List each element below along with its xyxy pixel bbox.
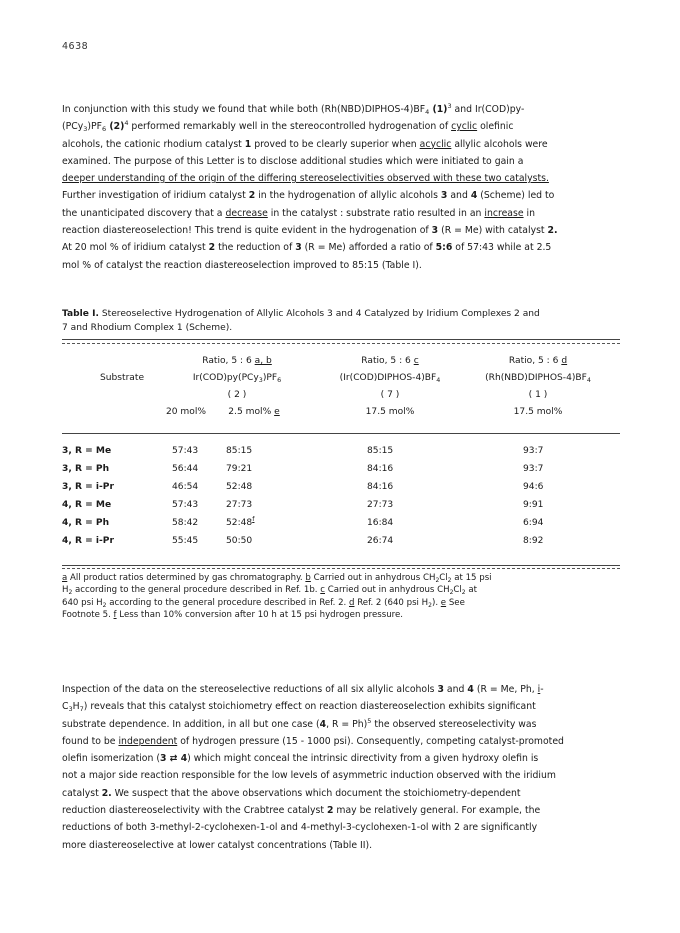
table-top-rule-dashed (62, 343, 620, 344)
table-row (62, 515, 620, 534)
table-bottom-rule-dashed (62, 568, 620, 569)
cell-ratio-2-5: 27:73 (226, 500, 253, 510)
cell-ratio-1: 6:94 (523, 518, 544, 528)
cell-ratio-1: 9:91 (523, 500, 544, 510)
table-caption-text: Stereoselective Hydrogenation of Allylic Alcohols 3 and 4 Catalyzed by Iridium Complexes 2 and (98, 309, 540, 319)
discussion-line: reduction diastereoselectivity with the Crabtree catalyst 2 may be relatively general. For example, the (62, 805, 541, 817)
table-header-rule (62, 433, 620, 434)
table-header-row (62, 373, 620, 389)
cell-ratio-1: 93:7 (523, 464, 544, 474)
discussion-line: substrate dependence. In addition, in all but one case (4, R = Ph)$^5$ the observed stereoselectivity was (62, 716, 537, 730)
cell-ratio-2-5: 52:48$^f$ (226, 515, 255, 528)
cell-ratio-2-5: 79:21 (226, 464, 253, 474)
intro-line: deeper understanding of the origin of the differing stereoselectivities observed with these two catalysts. (62, 173, 549, 185)
footnote-line: $H_2$ according to the general procedure described in Ref. 1b. c Carried out in anhydrous $CH_2Cl_2$ at (62, 585, 477, 597)
cell-ratio-7: 84:16 (367, 464, 394, 474)
intro-line: the unanticipated discovery that a decrease in the catalyst : substrate ratio resulted in an increase in (62, 207, 535, 219)
table-header-row (62, 390, 620, 406)
cell-ratio-7: 85:15 (367, 446, 394, 456)
cell-substrate: 3, R = i-Pr (62, 482, 114, 492)
col-header-ratio: Ratio, 5 : 6 d (508, 356, 568, 366)
intro-line: examined. The purpose of this Letter is to disclose additional studies which were initiated to gain a (62, 155, 524, 167)
cell-ratio-2-5: 50:50 (226, 536, 253, 546)
table-row (62, 500, 620, 516)
intro-line: $(PCy_3)PF_6$ $(2)^4$ performed remarkably well in the stereocontrolled hydrogenation of cyclic olefinic (62, 119, 514, 134)
cell-ratio-7: 16:84 (367, 518, 394, 528)
col-header-mol: 17.5 mol% (365, 407, 415, 417)
discussion-paragraph (62, 681, 624, 854)
col-header-number: ( 1 ) (528, 390, 548, 400)
col-header-number: ( 7 ) (380, 390, 400, 400)
cell-ratio-1: 94:6 (523, 482, 544, 492)
discussion-line: not a major side reaction responsible for the low levels of asymmetric induction observed with the iridium (62, 770, 556, 782)
page-number: 4638 (62, 41, 89, 52)
col-header-mol: 2.5 mol% e (228, 407, 280, 417)
cell-substrate: 4, R = Ph (62, 518, 110, 528)
col-header-substrate: Substrate (99, 373, 145, 383)
table-label: Table I. (62, 309, 99, 319)
discussion-line: $C_3H_7$) reveals that this catalyst stoichiometry effect on reaction diastereoselection exhibits significant (62, 701, 536, 714)
col-header-mol: 20 mol% (165, 407, 207, 417)
footnote-line: a All product ratios determined by gas chromatography. b Carried out in anhydrous $CH_2Cl_2$ at 15 psi (62, 573, 492, 584)
col-header-ratio: Ratio, 5 : 6 a, b (202, 356, 272, 366)
intro-line: reaction diastereoselection! This trend is quite evident in the hydrogenation of 3 (R = Me) with catalyst 2. (62, 225, 558, 237)
discussion-line: olefin isomerization (3 ⇄ 4) which might conceal the intrinsic directivity from a given hydroxy olefin is (62, 753, 539, 765)
discussion-line: Inspection of the data on the stereoselective reductions of all six allylic alcohols 3 and 4 (R = Me, Ph, i- (62, 684, 544, 695)
cell-ratio-7: 84:16 (367, 482, 394, 492)
cell-ratio-1: 93:7 (523, 446, 544, 456)
cell-ratio-2-5: 52:48 (226, 482, 253, 492)
table-row (62, 464, 620, 480)
cell-substrate: 4, R = Me (62, 500, 112, 510)
table-caption (62, 307, 622, 335)
table-row (62, 482, 620, 498)
intro-line: mol % of catalyst the reaction diastereoselection improved to 85:15 (Table I). (62, 259, 422, 271)
cell-ratio-7: 27:73 (367, 500, 394, 510)
cell-ratio-20: 57:43 (172, 446, 199, 456)
col-header-catalyst: $(Rh(NBD)DIPHOS-4)BF_4$ (485, 373, 591, 384)
cell-ratio-20: 55:45 (172, 536, 199, 546)
table-top-rule (62, 339, 620, 340)
footnote-line: Footnote 5. f Less than 10% conversion after 10 h at 15 psi hydrogen pressure. (62, 609, 404, 620)
col-header-catalyst: $(Ir(COD)DIPHOS-4)BF_4$ (339, 373, 441, 384)
table-footnotes (62, 572, 622, 621)
table-caption-text: 7 and Rhodium Complex 1 (Scheme). (62, 323, 233, 333)
table-row (62, 536, 620, 552)
discussion-line: catalyst 2. We suspect that the above observations which document the stoichiometry-dependent (62, 787, 521, 799)
intro-line: At 20 mol % of iridium catalyst 2 the reduction of 3 (R = Me) afforded a ratio of 5:6 of 57:43 while at 2.5 (62, 242, 552, 254)
col-header-number: ( 2 ) (227, 390, 247, 400)
discussion-line: more diastereoselective at lower catalyst concentrations (Table II). (62, 839, 373, 851)
col-header-mol: 17.5 mol% (513, 407, 563, 417)
cell-ratio-20: 57:43 (172, 500, 199, 510)
cell-ratio-1: 8:92 (523, 536, 544, 546)
intro-line: alcohols, the cationic rhodium catalyst 1 proved to be clearly superior when acyclic allylic alcohols were (62, 138, 548, 150)
col-header-catalyst: $Ir(COD)py(PCy_3)PF_6$ (192, 373, 282, 384)
cell-substrate: 4, R = i-Pr (62, 536, 114, 546)
cell-substrate: 3, R = Ph (62, 464, 110, 474)
intro-paragraph (62, 101, 624, 274)
cell-ratio-20: 56:44 (172, 464, 199, 474)
table-bottom-rule (62, 565, 620, 566)
intro-line: Further investigation of iridium catalyst 2 in the hydrogenation of allylic alcohols 3 and 4 (Scheme) led to (62, 190, 555, 202)
col-header-ratio: Ratio, 5 : 6 c (361, 356, 419, 366)
cell-ratio-2-5: 85:15 (226, 446, 253, 456)
discussion-line: reductions of both 3-methyl-2-cyclohexen-1-ol and 4-methyl-3-cyclohexen-1-ol with 2 are significantly (62, 822, 538, 834)
table-header-row (62, 407, 620, 423)
cell-ratio-7: 26:74 (367, 536, 394, 546)
discussion-line: found to be independent of hydrogen pressure (15 - 1000 psi). Consequently, competing catalyst-promoted (62, 735, 564, 747)
intro-line: In conjunction with this study we found that while both $(Rh(NBD)DIPHOS-4)BF_4$ $(1)^3$ and Ir(COD)py- (62, 102, 525, 116)
table-header-row (62, 356, 620, 372)
cell-ratio-20: 58:42 (172, 518, 199, 528)
cell-substrate: 3, R = Me (62, 446, 112, 456)
footnote-line: 640 psi $H_2$ according to the general procedure described in Ref. 2. d Ref. 2 (640 psi $H_2$). e See (62, 597, 465, 609)
cell-ratio-20: 46:54 (172, 482, 199, 492)
table-row (62, 446, 620, 462)
